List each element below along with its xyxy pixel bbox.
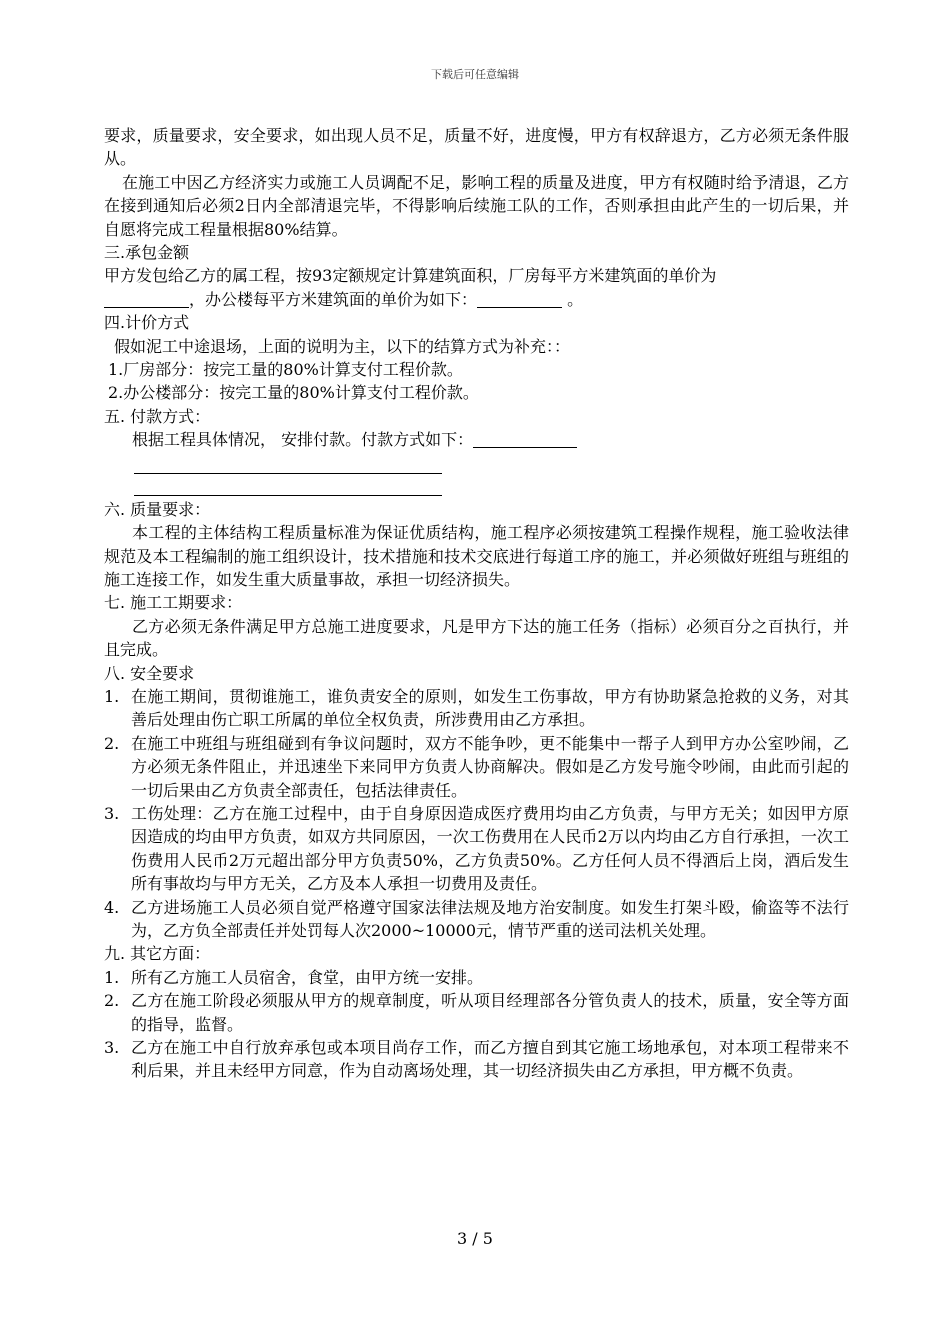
list-number: 4.: [104, 897, 120, 917]
section-4-intro: 假如泥工中途退场，上面的说明为主，以下的结算方式为补充：：: [114, 336, 571, 356]
list-number: 3.: [104, 1038, 120, 1058]
section-3-line2: [104, 288, 849, 311]
section-5-text: 根据工程具体情况， 安排付款。付款方式如下：: [132, 430, 474, 450]
list-item: [104, 685, 849, 732]
office-price-blank[interactable]: [477, 291, 562, 308]
section-3-line2-text: ，办公楼每平方米建筑面的单价为如下：: [189, 289, 478, 309]
list-text: 乙方在施工阶段必须服从甲方的规章制度，听从项目经理部各分管负责人的技术，质量，安全等方面的指导，监督。: [131, 991, 849, 1034]
list-item: [104, 802, 849, 896]
list-number: 1.: [104, 686, 120, 706]
section-4-item-1: 1.厂房部分：按完工量的80%计算支付工程价款。: [108, 360, 463, 380]
document-body: [104, 124, 849, 1083]
paragraph-requirements: 要求，质量要求，安全要求，如出现人员不足，质量不好，进度慢，甲方有权辞退方，乙方必须无条件服从。: [104, 126, 849, 169]
list-number: 3.: [104, 803, 120, 823]
page-header: 下载后可任意编辑: [431, 68, 519, 81]
list-text: 乙方进场施工人员必须自觉严格遵守国家法律法规及地方治安制度。如发生打架斗殴，偷盗等不法行为，乙方负全部责任并处罚每人次2000~10000元，情节严重的送司法机关处理。: [131, 897, 849, 940]
paragraph-clearance: 在施工中因乙方经济实力或施工人员调配不足，影响工程的质量及进度，甲方有权随时给予清退，乙方在接到通知后必须2日内全部清退完毕，不得影响后续施工队的工作，否则承担由此产生的一切后果，并自愿将完成工程量根据80%结算。: [104, 172, 849, 239]
list-item: [104, 896, 849, 943]
section-4-title: 四.计价方式: [104, 313, 190, 333]
payment-blank-line-2[interactable]: [134, 474, 442, 496]
list-item: [104, 732, 849, 802]
list-item: [104, 1036, 849, 1083]
section-8-title: 八. 安全要求: [104, 663, 195, 683]
list-text: 所有乙方施工人员宿舍，食堂，由甲方统一安排。: [131, 967, 484, 987]
page-number: 3 / 5: [457, 1229, 493, 1248]
list-text: 在施工中班组与班组碰到有争议问题时，双方不能争吵，更不能集中一帮子人到甲方办公室吵闹，乙方必须无条件阻止，并迅速坐下来同甲方负责人协商解决。假如是乙方发号施令吵闹，由此而引起的一切后果由乙方负责全部责任，包括法律责任。: [131, 733, 849, 800]
list-number: 2.: [104, 733, 120, 753]
section-9-title: 九. 其它方面：: [104, 944, 211, 964]
payment-blank-line-1[interactable]: [134, 452, 442, 474]
section-5-line: [104, 428, 849, 451]
payment-method-blank[interactable]: [473, 431, 577, 448]
section-7-title: 七. 施工工期要求：: [104, 593, 243, 613]
section-7-text: 乙方必须无条件满足甲方总施工进度要求，凡是甲方下达的施工任务（指标）必须百分之百执行，并且完成。: [104, 616, 849, 660]
list-number: 1.: [104, 967, 120, 987]
section-3-title: 三.承包金额: [104, 243, 190, 263]
factory-price-blank[interactable]: [104, 291, 189, 308]
list-number: 2.: [104, 991, 120, 1011]
section-6-text: 本工程的主体结构工程质量标准为保证优质结构，施工程序必须按建筑工程操作规程，施工验收法律规范及本工程编制的施工组织设计，技术措施和技术交底进行每道工序的施工，并必须做好班组与班组的施工连接工作，如发生重大质量事故，承担一切经济损失。: [104, 523, 849, 589]
section-6-title: 六. 质量要求：: [104, 499, 211, 519]
list-item: [104, 989, 849, 1036]
section-3-line2-end: 。: [567, 289, 584, 309]
section-4-item-2: 2.办公楼部分：按完工量的80%计算支付工程价款。: [108, 383, 479, 403]
list-text: 乙方在施工中自行放弃承包或本项目尚存工作，而乙方擅自到其它施工场地承包，对本项工程带来不利后果，并且未经甲方同意，作为自动离场处理，其一切经济损失由乙方承担，甲方概不负责。: [131, 1038, 849, 1081]
section-3-line1: 甲方发包给乙方的属工程，按93定额规定计算建筑面积，厂房每平方米建筑面的单价为: [104, 266, 717, 286]
list-text: 在施工期间，贯彻谁施工，谁负责安全的原则，如发生工伤事故，甲方有协助紧急抢救的义务，对其善后处理由伤亡职工所属的单位全权负责，所涉费用由乙方承担。: [131, 686, 849, 730]
list-item: [104, 966, 849, 989]
section-5-title: 五. 付款方式：: [104, 406, 211, 426]
list-text: 工伤处理：乙方在施工过程中，由于自身原因造成医疗费用均由乙方负责，与甲方无关；如因甲方原因造成的均由甲方负责，如双方共同原因，一次工伤费用在人民币2万以内均由乙方自行承担，一次工伤费用人民币2万元超出部分甲方负责50%，乙方负责50%。乙方任何人员不得酒后上岗，酒后发生所有事故均与甲方无关，乙方及本人承担一切费用及责任。: [131, 803, 849, 894]
